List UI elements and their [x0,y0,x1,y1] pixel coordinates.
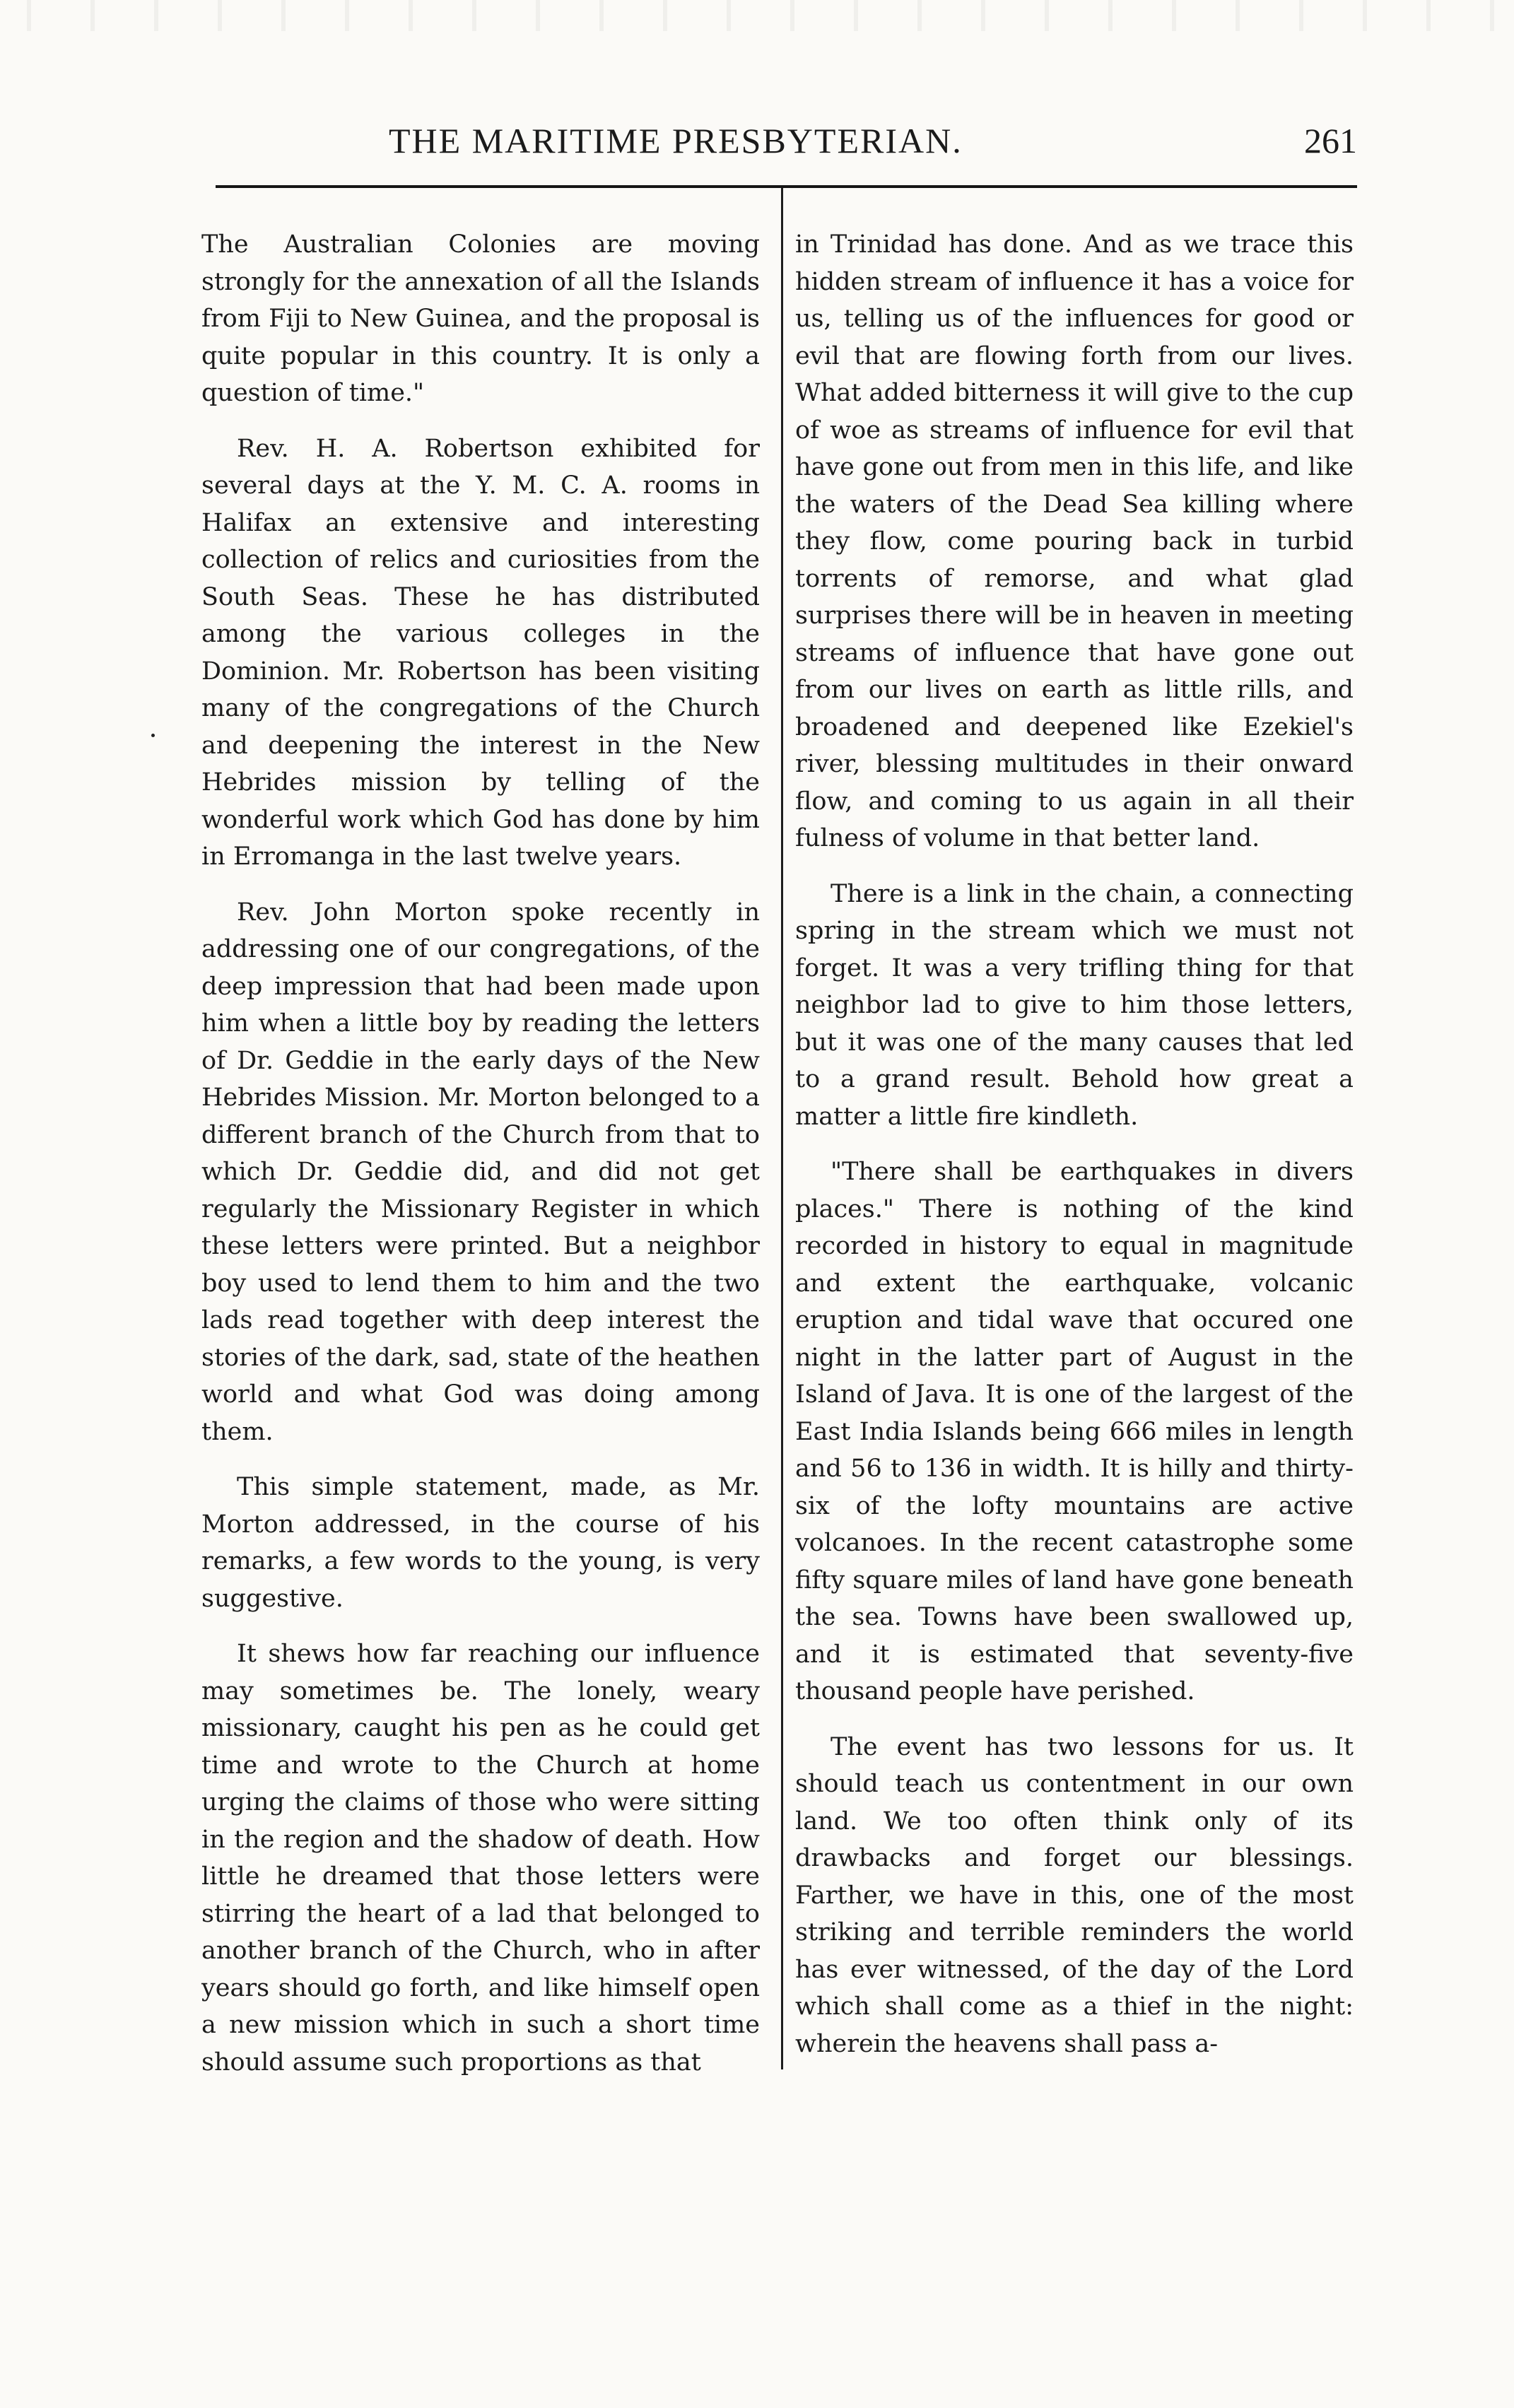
header-rule [216,185,1357,188]
scan-noise-strip [0,0,1514,31]
paragraph: There is a link in the chain, a connecting spring in the stream which we must not forget. It was a very trifling thing for that neighbor lad to give to him those letters, but it was one of the many causes that led to a grand result. Behold how great a matter a little fire kindleth. [795,879,1354,1131]
paragraph: in Trinidad has done. And as we trace this hidden stream of influence it has a voice for us, telling us of the influences for good or evil that are flowing forth from our lives. What added bitterness it will give to the cup of woe as streams of influence for evil that have gone out from men in this life, and like the waters of the Dead Sea killing where they flow, come pouring back in turbid torrents of remorse, and what glad surprises there will be in heaven in meeting streams of influence that have gone out from our lives on earth as little rills, and broadened and deepened like Ezekiel's river, blessing multitudes in their onward flow, and coming to us again in all their fulness of volume in that better land. [795,230,1354,852]
paragraph: It shews how far reaching our influence may sometimes be. The lonely, weary missionary, caught his pen as he could get time and wrote to the Church at home urging the claims of those who were sitting in the region and the shadow of death. How little he dreamed that those letters were stirring the heart of a lad that belonged to another branch of the Church, who in after years should go forth, and like himself open a new mission which in such a short time should assume such proportions as that [201,1640,760,2077]
right-column [795,226,1354,2081]
paragraph: "There shall be earthquakes in divers places." There is nothing of the kind recorded in history to equal in magnitude and extent the earthquake, volcanic eruption and tidal wave that occured one night in the latter part of August in the Island of Java. It is one of the largest of the East India Islands being 666 miles in length and 56 to 136 in width. It is hilly and thirty-six of the lofty mountains are active volcanoes. In the recent catastrophe some fifty square miles of land have gone beneath the sea. Towns have been swallowed up, and it is estimated that seventy-five thousand people have perished. [795,1158,1354,1705]
paragraph: This simple statement, made, as Mr. Morton addressed, in the course of his remarks, a few words to the young, is very suggestive. [201,1473,760,1613]
paragraph: Rev. H. A. Robertson exhibited for several days at the Y. M. C. A. rooms in Halifax an extensive and interesting collection of relics and curiosities from the South Seas. These he has distributed among the various colleges in the Dominion. Mr. Robertson has been visiting many of the congregations of the Church and deepening the interest in the New Hebrides mission by telling of the wonderful work which God has done by him in Erromanga in the last twelve years. [201,434,760,871]
page-number: 261 [1304,121,1357,160]
page-header [212,114,1357,178]
left-column [201,226,760,2099]
running-title: THE MARITIME PRESBYTERIAN. [389,121,963,160]
column-divider-rule [781,188,783,2069]
paragraph: The event has two lessons for us. It should teach us contentment in our own land. We too often think only of its drawbacks and forget our blessings. Farther, we have in this, one of the most striking and terrible reminders the world has ever witnessed, of the day of the Lord which shall come as a thief in the night: wherein the heavens shall pass a- [795,1732,1354,2058]
paragraph: Rev. John Morton spoke recently in addressing one of our congregations, of the deep impression that had been made upon him when a little boy by reading the letters of Dr. Geddie in the early days of the New Hebrides Mission. Mr. Morton belonged to a different branch of the Church from that to which Dr. Geddie did, and did not get regularly the Missionary Register in which these letters were printed. But a neighbor boy used to lend them to him and the two lads read together with deep interest the stories of the dark, sad, state of the heathen world and what God was doing among them. [201,898,760,1446]
paragraph: The Australian Colonies are moving strongly for the annexation of all the Islands from Fiji to New Guinea, and the proposal is quite popular in this country. It is only a question of time." [201,230,760,407]
scan-speck [151,734,155,737]
